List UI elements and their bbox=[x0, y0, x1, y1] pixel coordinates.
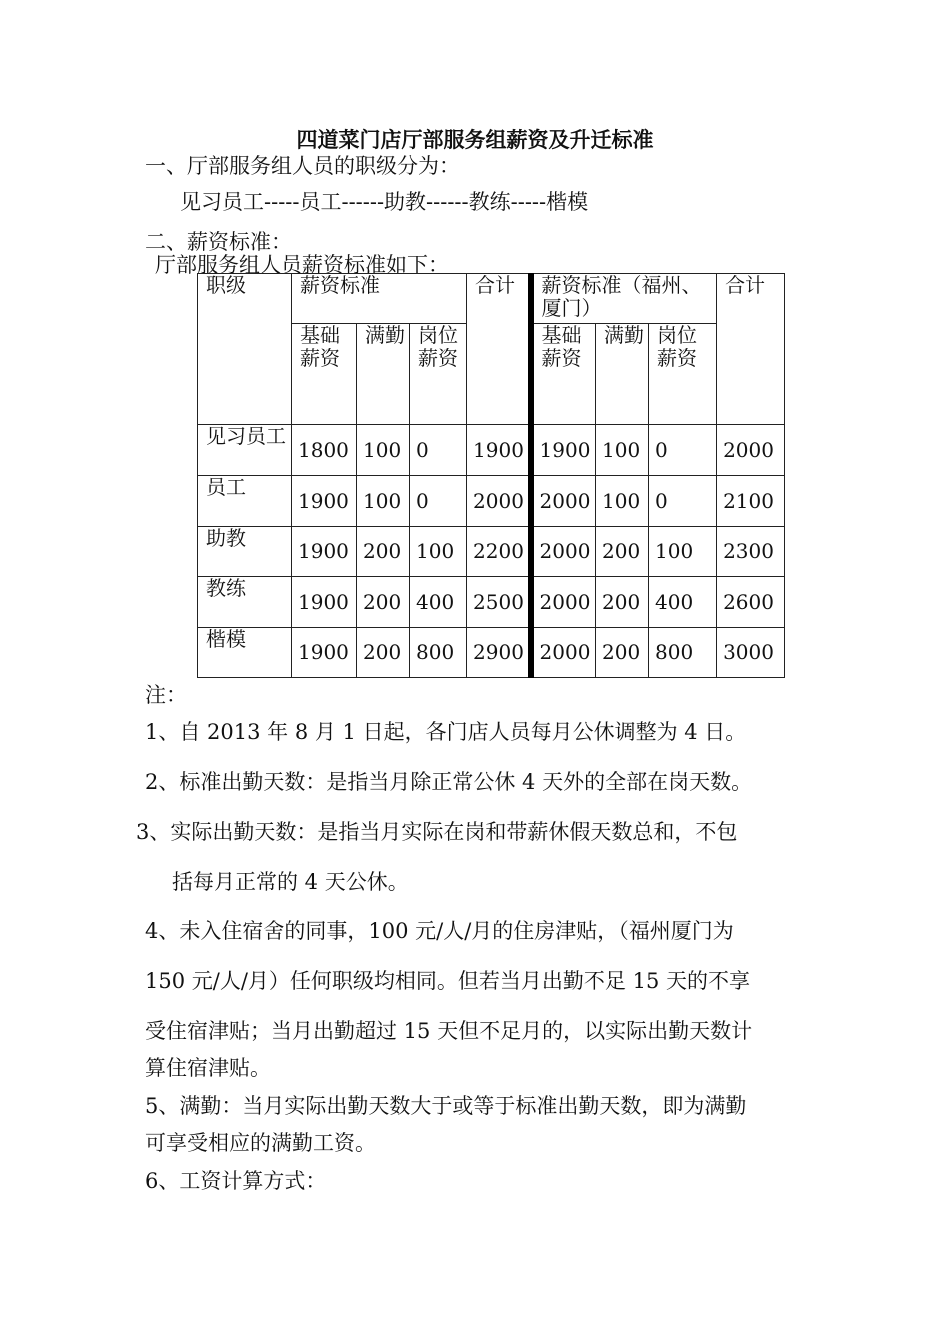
row-post-2: 100 bbox=[649, 527, 717, 577]
note-4-line3: 受住宿津贴；当月出勤超过 15 天但不足月的，以实际出勤天数计 bbox=[145, 1019, 753, 1043]
row-total-2: 2100 bbox=[717, 476, 785, 527]
header-attend: 满勤 bbox=[357, 324, 410, 425]
row-base-2: 2000 bbox=[531, 628, 596, 678]
row-total-2: 2600 bbox=[717, 577, 785, 628]
row-post-2: 800 bbox=[649, 628, 717, 678]
row-base-2: 1900 bbox=[531, 425, 596, 476]
note-5-line2: 可享受相应的满勤工资。 bbox=[145, 1131, 376, 1155]
table-row bbox=[198, 577, 785, 628]
row-total-2: 2300 bbox=[717, 527, 785, 577]
header-total-2: 合计 bbox=[717, 274, 785, 425]
row-base-2: 2000 bbox=[531, 527, 596, 577]
row-level: 教练 bbox=[198, 577, 292, 628]
row-total: 2000 bbox=[467, 476, 531, 527]
row-post: 400 bbox=[410, 577, 467, 628]
header-standard-fz-xm: 薪资标准（福州、厦门） bbox=[531, 274, 717, 324]
row-attend-2: 100 bbox=[596, 425, 649, 476]
header-post: 岗位薪资 bbox=[410, 324, 467, 425]
table-row bbox=[198, 476, 785, 527]
note-2: 2、标准出勤天数：是指当月除正常公休 4 天外的全部在岗天数。 bbox=[145, 770, 753, 794]
row-total: 1900 bbox=[467, 425, 531, 476]
row-total: 2200 bbox=[467, 527, 531, 577]
row-post-2: 0 bbox=[649, 476, 717, 527]
row-attend-2: 200 bbox=[596, 628, 649, 678]
salary-table bbox=[197, 273, 785, 678]
row-attend: 200 bbox=[357, 527, 410, 577]
section1-heading: 一、厅部服务组人员的职级分为： bbox=[145, 154, 460, 178]
row-post: 0 bbox=[410, 425, 467, 476]
header-standard: 薪资标准 bbox=[292, 274, 467, 324]
header-total: 合计 bbox=[467, 274, 531, 425]
table-row bbox=[198, 628, 785, 678]
header-post-2: 岗位薪资 bbox=[649, 324, 717, 425]
row-level: 见习员工 bbox=[198, 425, 292, 476]
notes-label: 注： bbox=[145, 683, 187, 707]
row-attend-2: 100 bbox=[596, 476, 649, 527]
row-base-2: 2000 bbox=[531, 577, 596, 628]
row-attend: 100 bbox=[357, 425, 410, 476]
row-post: 100 bbox=[410, 527, 467, 577]
row-level: 楷模 bbox=[198, 628, 292, 678]
row-base: 1900 bbox=[292, 527, 357, 577]
note-3-line1: 3、实际出勤天数：是指当月实际在岗和带薪休假天数总和，不包 bbox=[136, 820, 738, 844]
row-total: 2500 bbox=[467, 577, 531, 628]
row-base: 1900 bbox=[292, 577, 357, 628]
header-base: 基础薪资 bbox=[292, 324, 357, 425]
table-row bbox=[198, 425, 785, 476]
note-6: 6、工资计算方式： bbox=[145, 1169, 327, 1193]
levels-line: 见习员工-----员工------助教------教练-----楷模 bbox=[180, 190, 589, 214]
row-base: 1800 bbox=[292, 425, 357, 476]
row-base: 1900 bbox=[292, 628, 357, 678]
row-base-2: 2000 bbox=[531, 476, 596, 527]
header-level: 职级 bbox=[198, 274, 292, 425]
note-5-line1: 5、满勤：当月实际出勤天数大于或等于标准出勤天数，即为满勤 bbox=[145, 1094, 747, 1118]
note-1: 1、自 2013 年 8 月 1 日起，各门店人员每月公休调整为 4 日。 bbox=[145, 720, 747, 744]
section2-intro: 厅部服务组人员薪资标准如下： bbox=[155, 253, 449, 277]
note-4-line2: 150 元/人/月）任何职级均相同。但若当月出勤不足 15 天的不享 bbox=[145, 969, 750, 993]
row-post: 800 bbox=[410, 628, 467, 678]
header-attend-2: 满勤 bbox=[596, 324, 649, 425]
document-title: 四道菜门店厅部服务组薪资及升迁标准 bbox=[296, 127, 654, 152]
note-4-line1: 4、未入住宿舍的同事，100 元/人/月的住房津贴，（福州厦门为 bbox=[145, 919, 734, 943]
row-attend: 200 bbox=[357, 577, 410, 628]
row-base: 1900 bbox=[292, 476, 357, 527]
row-total-2: 2000 bbox=[717, 425, 785, 476]
row-attend-2: 200 bbox=[596, 577, 649, 628]
table-header-row bbox=[198, 274, 785, 324]
row-level: 助教 bbox=[198, 527, 292, 577]
row-post-2: 0 bbox=[649, 425, 717, 476]
section2-heading: 二、薪资标准： bbox=[145, 230, 292, 254]
row-total: 2900 bbox=[467, 628, 531, 678]
row-level: 员工 bbox=[198, 476, 292, 527]
row-total-2: 3000 bbox=[717, 628, 785, 678]
header-base-2: 基础薪资 bbox=[531, 324, 596, 425]
note-4-line4: 算住宿津贴。 bbox=[145, 1056, 271, 1080]
table-row bbox=[198, 527, 785, 577]
row-post: 0 bbox=[410, 476, 467, 527]
row-post-2: 400 bbox=[649, 577, 717, 628]
row-attend-2: 200 bbox=[596, 527, 649, 577]
note-3-line2: 括每月正常的 4 天公休。 bbox=[172, 870, 409, 894]
row-attend: 100 bbox=[357, 476, 410, 527]
row-attend: 200 bbox=[357, 628, 410, 678]
